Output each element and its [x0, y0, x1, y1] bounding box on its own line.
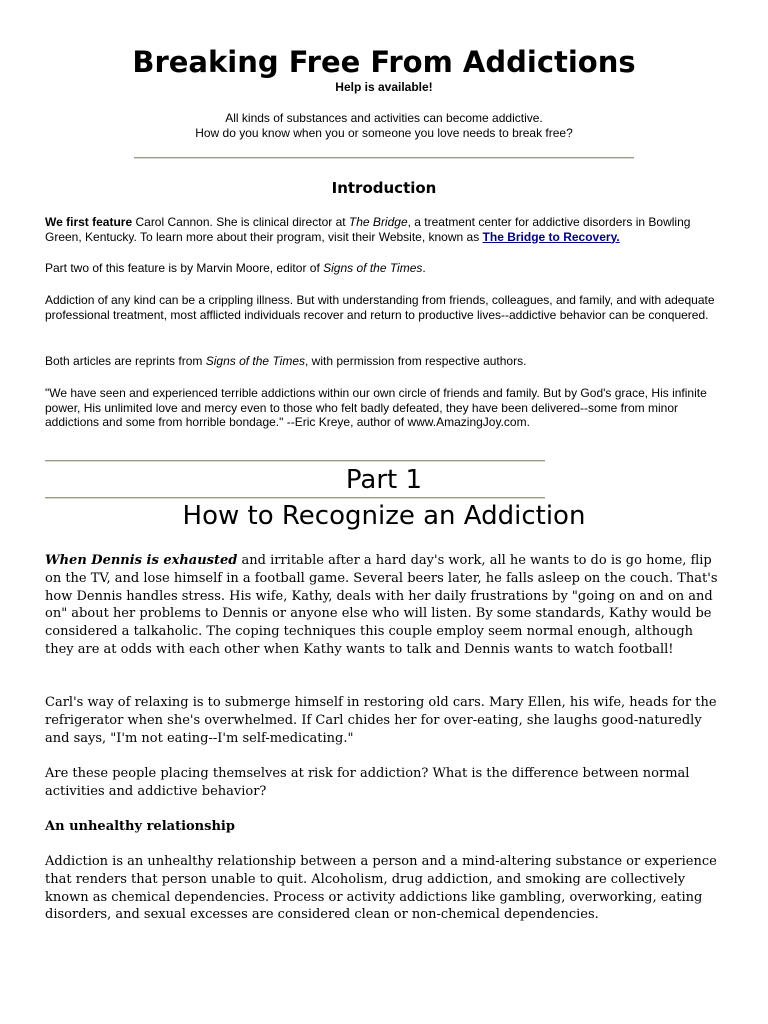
- lead-line-1: All kinds of substances and activities can become addictive.: [225, 111, 543, 125]
- intro-paragraph-1: We first feature Carol Cannon. She is clinical director at The Bridge, a treatment center for addictive disorders in Bowling Green, Kentucky. To learn more about their program, visit their Website, known as The Bridge to Recovery.: [45, 215, 691, 244]
- part-label: Part 1: [345, 465, 423, 495]
- subheading-unhealthy-relationship: An unhealthy relationship: [45, 819, 235, 834]
- part1-paragraph-4: Addiction is an unhealthy relationship between a person and a mind-altering substance or experience that renders that person unable to quit. Alcoholism, drug addiction, and smoking are collectively known as chemical dependencies. Process or activity addictions like gambling, overworking, eating disorders, and sexual excesses are considered clean or non-chemical dependencies.: [45, 854, 717, 923]
- divider-top: [134, 157, 634, 159]
- signs-of-the-times-2: Signs of the Times: [205, 354, 306, 368]
- intro-paragraph-3: Addiction of any kind can be a crippling illness. But with understanding from friends, colleagues, and family, and with adequate professional treatment, most afflicted individuals recover and return to productive lives--addictive behavior can be conquered.: [45, 293, 715, 322]
- intro-quote: "We have seen and experienced terrible addictions within our own circle of friends and family. But by God's grace, His infinite power, His unlimited love and mercy even to those who felt badly defeated, they have been delivered--some from minor addictions and some from horrible bondage." --Eric Kreye, author of www.AmazingJoy.com.: [45, 386, 707, 429]
- lead-line-2: How do you know when you or someone you love needs to break free?: [195, 126, 573, 140]
- part1-paragraph-1: When Dennis is exhausted and irritable after a hard day's work, all he wants to do is go home, flip on the TV, and lose himself in a football game. Several beers later, he falls asleep on the couch. That's how Dennis handles stress. His wife, Kathy, deals with her daily frustrations by "going on and on and on" about her problems to Dennis or anyone else who will listen. By some standards, Kathy would be considered a talkaholic. The coping techniques this couple employ seem normal enough, although they are at odds with each other when Kathy wants to talk and Dennis wants to watch football!: [45, 553, 718, 657]
- introduction-heading: Introduction: [331, 179, 437, 197]
- signs-of-the-times: Signs of the Times: [323, 261, 423, 275]
- part-heading: How to Recognize an Addiction: [182, 501, 586, 531]
- intro-paragraph-2: Part two of this feature is by Marvin Moore, editor of Signs of the Times.: [45, 261, 426, 275]
- intro-paragraph-4: Both articles are reprints from Signs of the Times, with permission from respective authors.: [45, 354, 527, 368]
- page-title: Breaking Free From Addictions: [132, 45, 636, 79]
- page-subtitle: Help is available!: [335, 80, 433, 94]
- part1-lead-emphasis: When Dennis is exhausted: [45, 553, 238, 568]
- divider-part1-top: [45, 460, 545, 462]
- part1-paragraph-2: Carl's way of relaxing is to submerge himself in restoring old cars. Mary Ellen, his wife, heads for the refrigerator when she's overwhelmed. If Carl chides her for over-eating, she laughs good-naturedly and says, "I'm not eating--I'm self-medicating.": [45, 695, 717, 746]
- lead-text: [0, 111, 768, 141]
- intro-lead-strong: We first feature: [45, 215, 133, 229]
- part1-paragraph-3: Are these people placing themselves at risk for addiction? What is the difference between normal activities and addictive behavior?: [45, 766, 690, 799]
- bridge-to-recovery-link[interactable]: The Bridge to Recovery.: [482, 229, 620, 244]
- bridge-name: The Bridge: [348, 215, 408, 229]
